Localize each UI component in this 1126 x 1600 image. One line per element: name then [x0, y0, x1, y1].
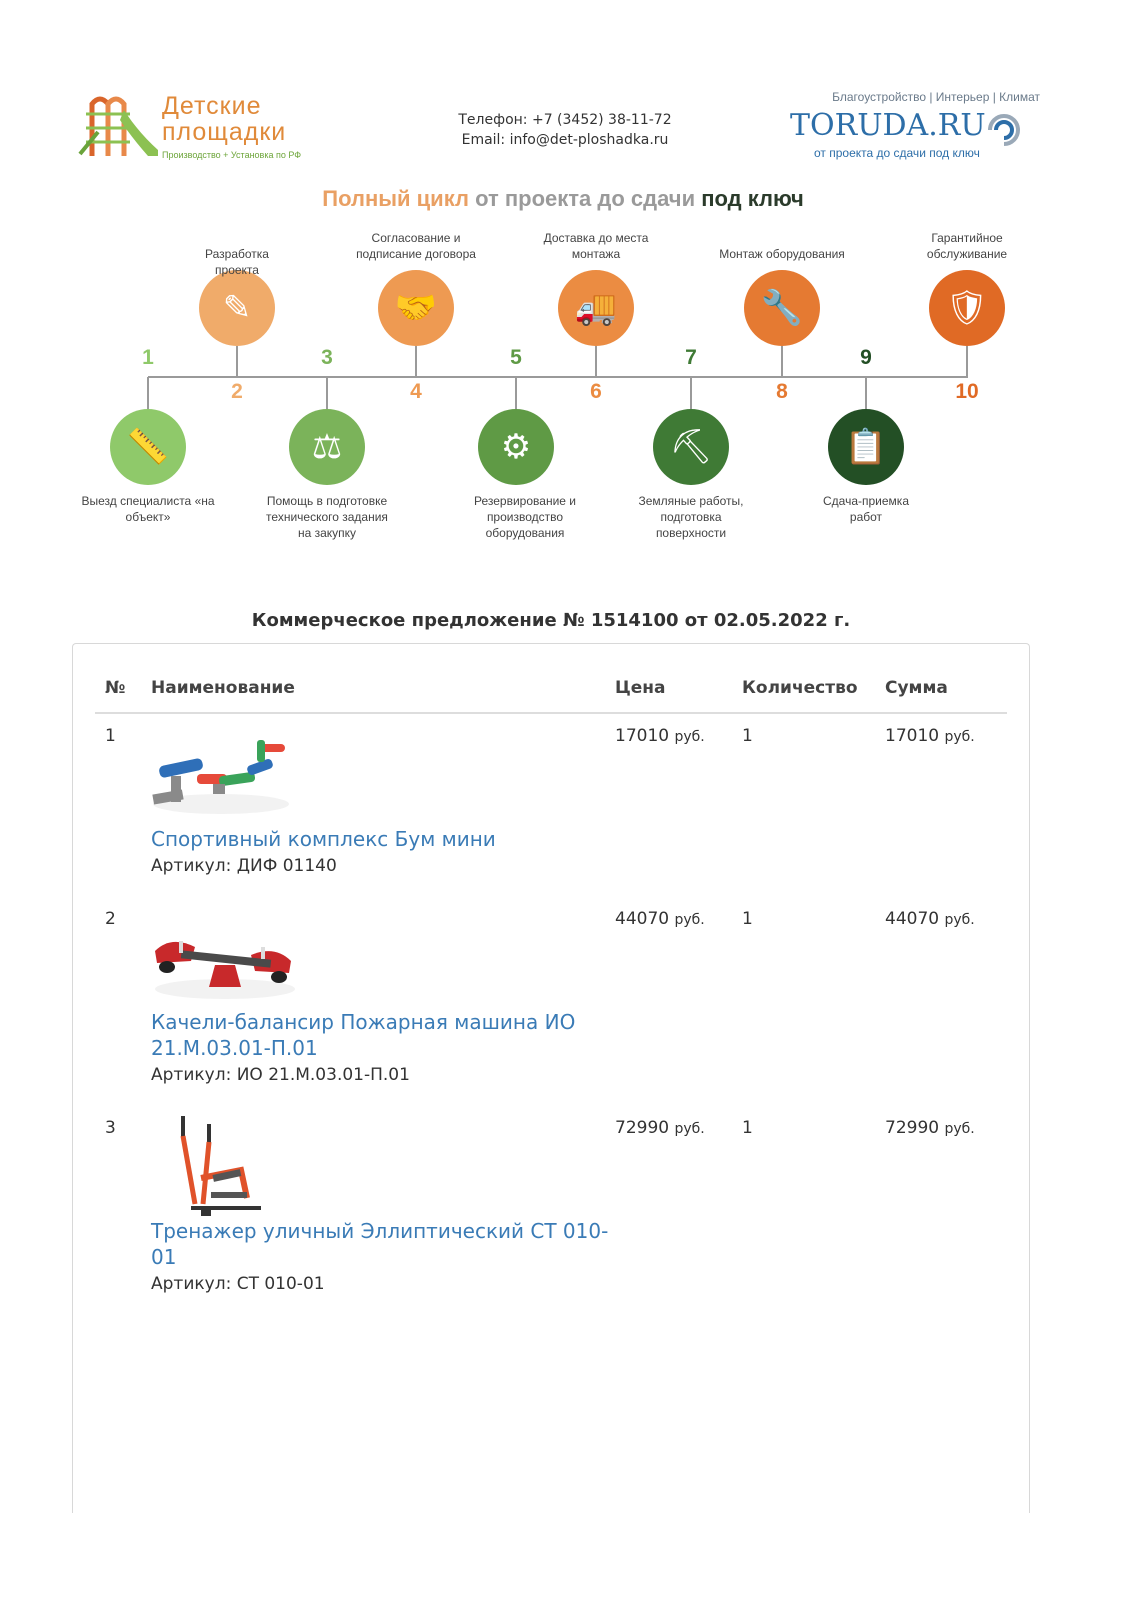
product-sku [151, 856, 337, 876]
step-circle [378, 270, 454, 346]
product-name-link[interactable]: Качели-балансир Пожарная машина ИО 21.М.03.01-П.01 [151, 1010, 576, 1060]
step-number: 3 [321, 346, 333, 369]
robot-arm-icon: ⚙ [500, 427, 532, 467]
row-price [615, 1118, 705, 1138]
step-circle [653, 409, 729, 485]
step-label: Гарантийное обслуживание [926, 231, 1008, 261]
phone-text: Телефон: +7 (3452) 38-11-72 [458, 112, 672, 128]
row-qty: 1 [742, 1118, 753, 1138]
law-book-icon: ⚖ [311, 427, 343, 467]
wrench-gear-icon: 🔧 [760, 288, 804, 328]
brand-logo-left [78, 92, 328, 162]
sku-prefix: Артикул: [151, 1065, 237, 1085]
shield-gear-icon: 🛡 [945, 288, 989, 328]
timeline-tick [690, 377, 692, 409]
excavator-icon: ⛏ [669, 427, 713, 467]
step-circle [289, 409, 365, 485]
step-label: Доставка до места монтажа [543, 231, 649, 261]
cycle-timeline [148, 376, 968, 378]
row-sum [885, 1118, 975, 1138]
price-value: 72990 [615, 1118, 670, 1138]
clipboard-check-icon: 📋 [844, 427, 888, 467]
timeline-tick [415, 346, 417, 377]
product-sku [151, 1274, 325, 1294]
sum-currency: руб. [944, 729, 975, 745]
compass-icon: ✎ [222, 288, 252, 328]
col-price-header: Цена [615, 678, 666, 698]
step-circle [929, 270, 1005, 346]
brand-right-logo-text: TORUDA.RU [790, 108, 986, 143]
offer-title: Коммерческое предложение № 1514100 от 02.05.2022 г. [251, 610, 851, 631]
step-number: 10 [955, 380, 979, 403]
product-image-balance-beam [151, 738, 297, 828]
timeline-tick [236, 346, 238, 377]
row-price [615, 726, 705, 746]
price-value: 44070 [615, 909, 670, 929]
timeline-tick [147, 377, 149, 409]
row-num: 1 [105, 726, 116, 746]
step-circle [199, 270, 275, 346]
sku-value: СТ 010-01 [236, 1274, 325, 1294]
row-num: 2 [105, 909, 116, 929]
step-label: Выезд специалиста «на объект» [81, 494, 215, 524]
price-currency: руб. [674, 912, 705, 928]
brand-left-subtitle: Производство + Установка по РФ [162, 150, 302, 160]
table-header [95, 674, 1007, 714]
brand-left-line2: площадки [162, 118, 287, 146]
product-image-elliptical-trainer [151, 1114, 297, 1220]
step-number: 4 [410, 380, 422, 403]
step-circle [478, 409, 554, 485]
product-name-link[interactable]: Спортивный комплекс Бум мини [151, 827, 496, 851]
step-number: 8 [776, 380, 788, 403]
step-label: Земляные работы, подготовка поверхности [638, 494, 744, 540]
step-label: Резервирование и производство оборудования [474, 494, 576, 540]
timeline-tick [595, 346, 597, 377]
timeline-tick [515, 377, 517, 409]
sum-value: 72990 [885, 1118, 940, 1138]
step-label: Помощь в подготовке технического задания на закупку [266, 494, 388, 540]
step-label: Монтаж оборудования [719, 247, 845, 261]
price-currency: руб. [674, 1121, 705, 1137]
sku-prefix: Артикул: [151, 1274, 237, 1294]
playground-slide-icon [78, 92, 162, 162]
col-num-header: № [105, 678, 126, 698]
offer-table [72, 643, 1030, 1513]
truck-icon: 🚚 [574, 288, 618, 328]
row-qty: 1 [742, 726, 753, 746]
step-number: 5 [510, 346, 522, 369]
step-number: 1 [142, 346, 154, 369]
price-currency: руб. [674, 729, 705, 745]
sku-value: ДИФ 01140 [236, 856, 337, 876]
cycle-title-part1: Полный цикл [322, 186, 469, 211]
sku-value: ИО 21.М.03.01-П.01 [236, 1065, 410, 1085]
timeline-tick [966, 346, 968, 377]
cycle-title-part3: под ключ [701, 186, 804, 211]
step-number: 9 [860, 346, 872, 369]
timeline-tick [865, 377, 867, 409]
step-circle [558, 270, 634, 346]
row-price [615, 909, 705, 929]
sum-value: 17010 [885, 726, 940, 746]
timeline-tick [326, 377, 328, 409]
cycle-title [0, 186, 1126, 212]
sum-value: 44070 [885, 909, 940, 929]
contact-block [400, 110, 730, 150]
brand-right-tagline: Благоустройство | Интерьер | Климат [832, 90, 1040, 104]
step-number: 2 [231, 380, 243, 403]
step-number: 6 [590, 380, 602, 403]
brand-logo-right [780, 90, 1040, 170]
row-sum [885, 726, 975, 746]
row-qty: 1 [742, 909, 753, 929]
step-circle [828, 409, 904, 485]
email-text: Email: info@det-ploshadka.ru [461, 132, 669, 148]
row-sum [885, 909, 975, 929]
step-circle [110, 409, 186, 485]
step-label: Разработка проекта [205, 247, 269, 277]
timeline-tick [781, 346, 783, 377]
handshake-icon: 🤝 [394, 288, 438, 328]
col-name-header: Наименование [151, 678, 295, 698]
col-sum-header: Сумма [885, 678, 948, 698]
row-num: 3 [105, 1118, 116, 1138]
brand-right-slogan: от проекта до сдачи под ключ [814, 146, 980, 160]
product-name-link[interactable]: Тренажер уличный Эллиптический СТ 010-01 [151, 1219, 609, 1269]
step-circle [744, 270, 820, 346]
brand-left-line1: Детские [162, 92, 262, 120]
product-sku [151, 1065, 410, 1085]
wave-swirl-icon [986, 112, 1022, 148]
product-image-seesaw [151, 921, 297, 1011]
step-label: Сдача-приемка работ [823, 494, 909, 524]
col-qty-header: Количество [742, 678, 858, 698]
cycle-title-part2: от проекта до сдачи [468, 186, 702, 211]
step-label: Согласование и подписание договора [356, 231, 476, 261]
sku-prefix: Артикул: [151, 856, 237, 876]
measuring-tape-icon: 📏 [126, 427, 170, 467]
price-value: 17010 [615, 726, 670, 746]
sum-currency: руб. [944, 1121, 975, 1137]
step-number: 7 [685, 346, 697, 369]
sum-currency: руб. [944, 912, 975, 928]
